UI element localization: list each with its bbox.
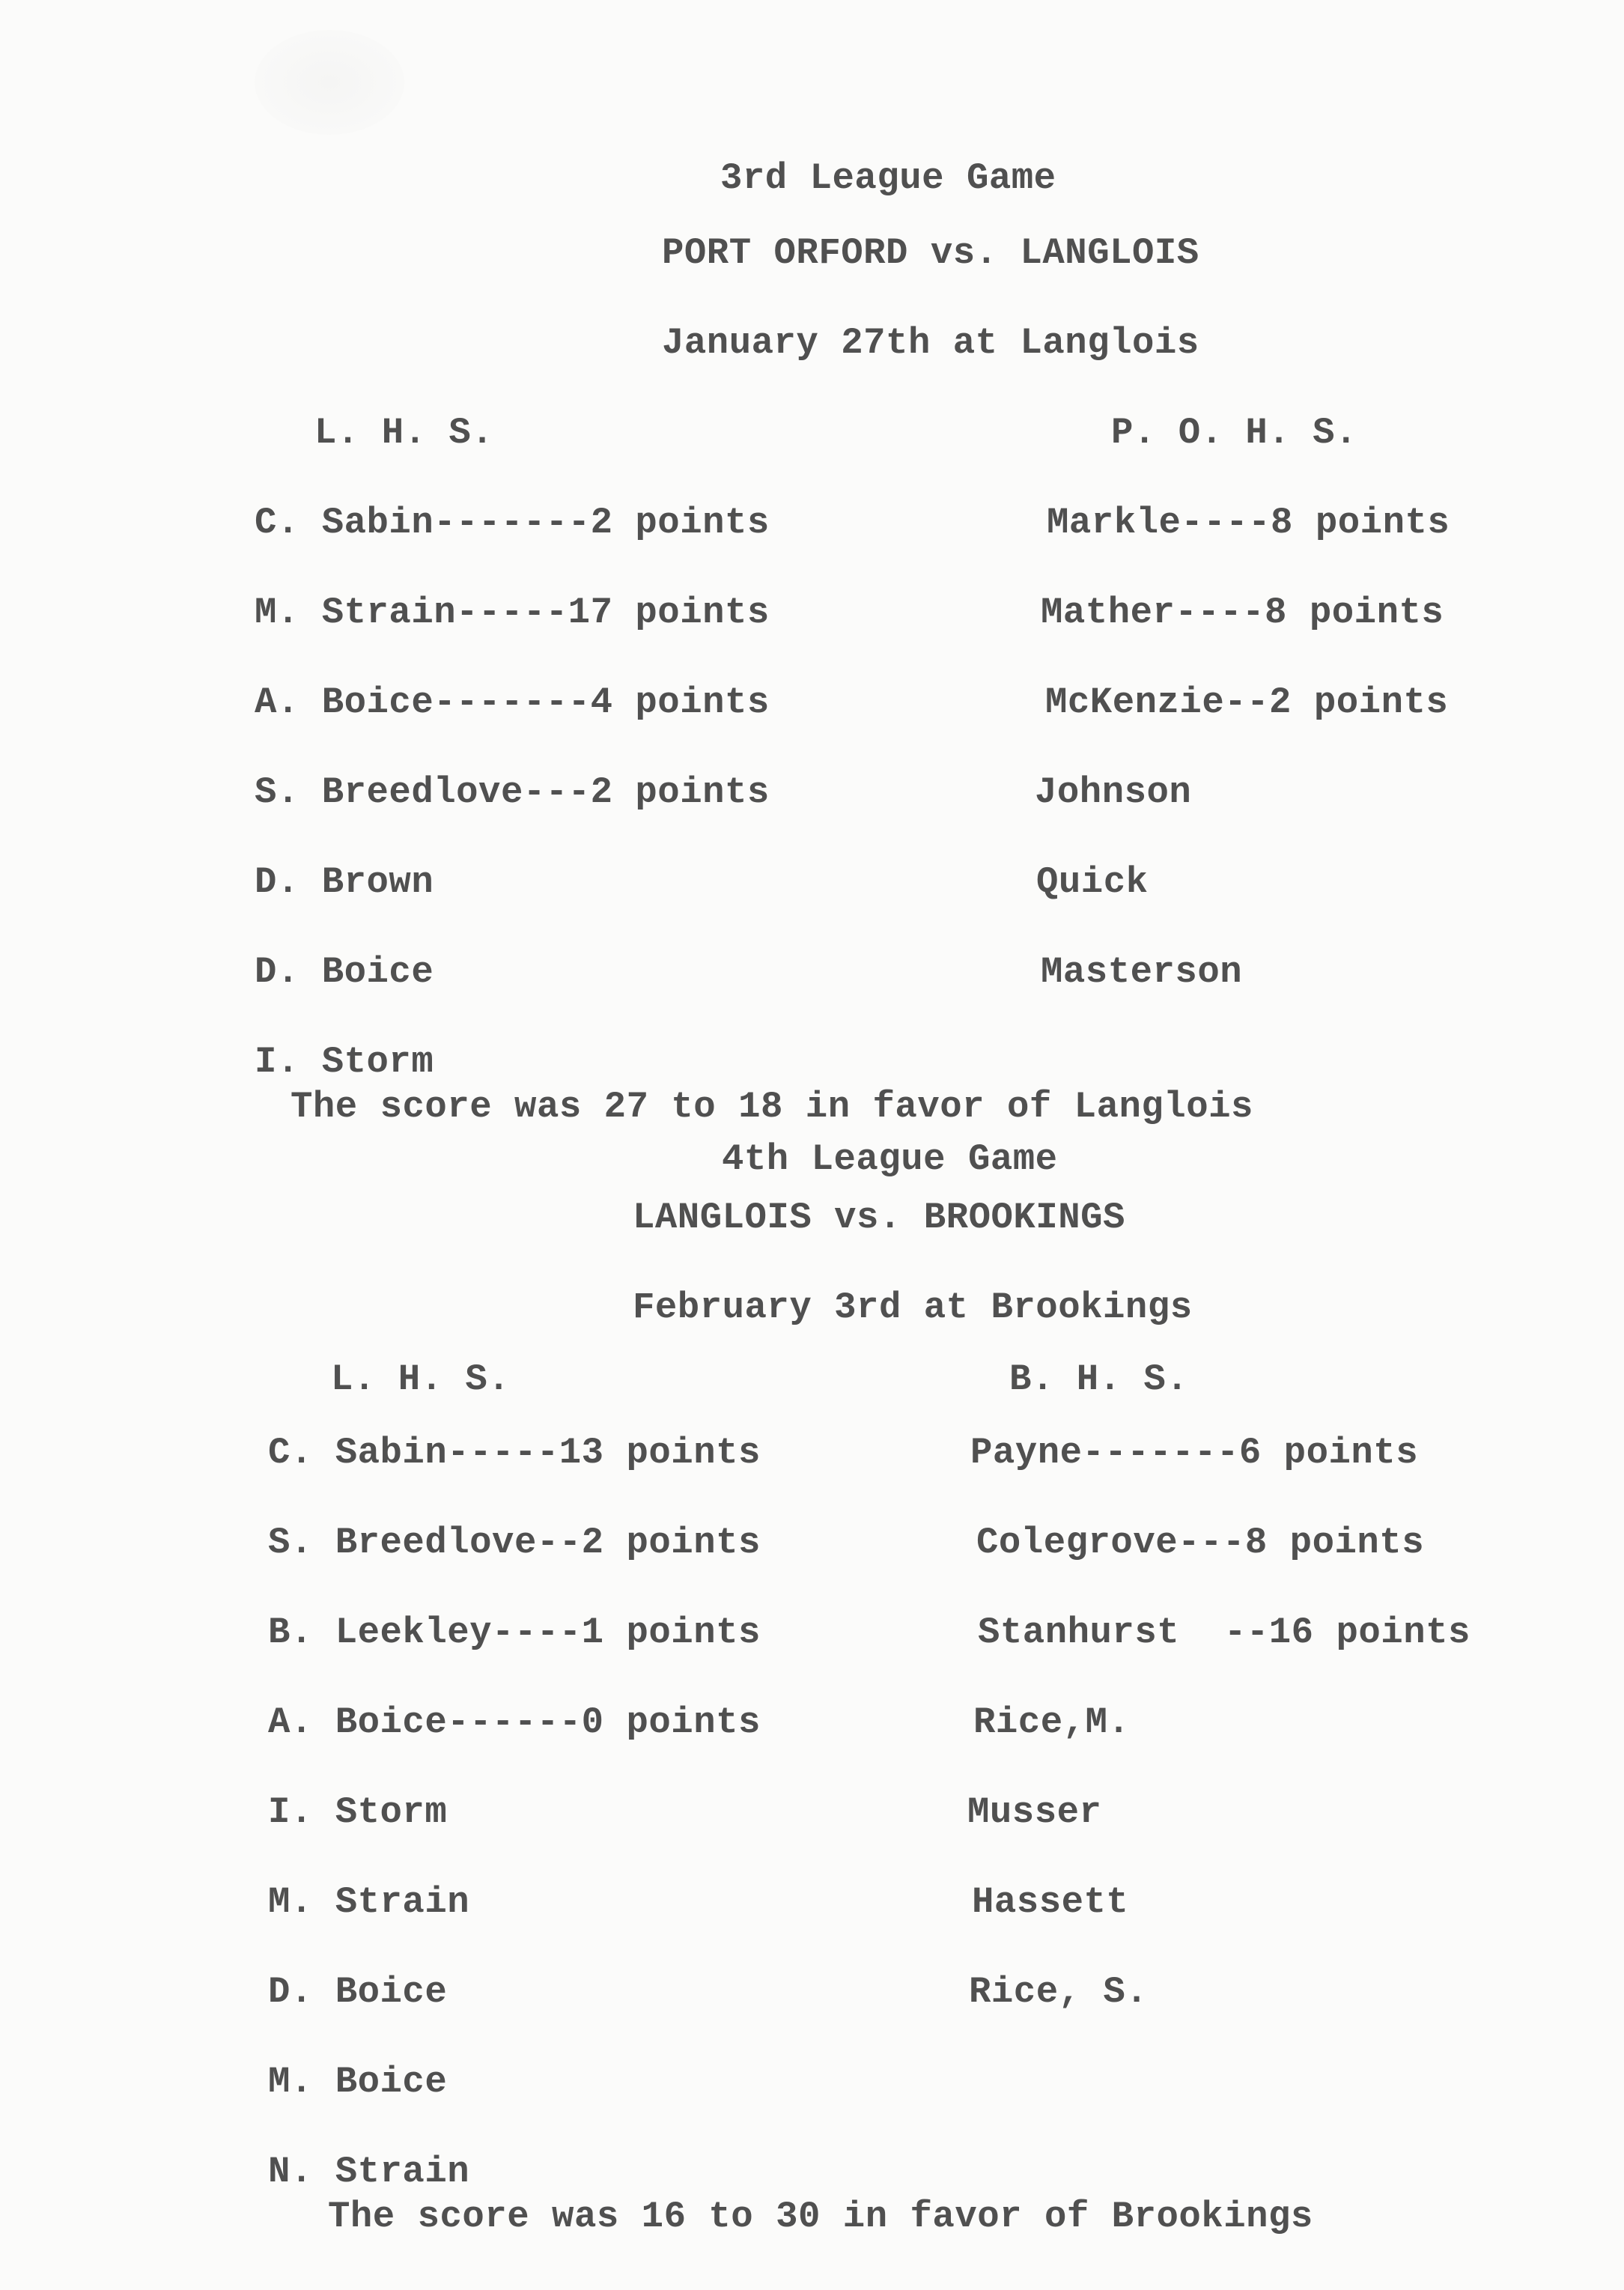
game4-right-player: Hassett [972,1881,1129,1923]
game4-right-player: Stanhurst --16 points [978,1612,1471,1653]
game4-date: February 3rd at Brookings [633,1287,1193,1328]
game3-right-team: P. O. H. S. [1111,412,1357,454]
game4-matchup: LANGLOIS vs. BROOKINGS [633,1197,1125,1239]
game3-right-player: Masterson [1041,951,1243,993]
game4-left-player: S. Breedlove--2 points [268,1522,761,1564]
game4-right-player: Colegrove---8 points [976,1522,1425,1564]
game4-heading: 4th League Game [722,1138,1058,1180]
game3-date: January 27th at Langlois [662,322,1199,364]
game3-left-team: L. H. S. [314,412,494,454]
game3-right-player: McKenzie--2 points [1045,681,1449,723]
game3-left-player: A. Boice-------4 points [255,681,770,723]
game3-left-player: D. Boice [255,951,434,993]
game4-left-player: B. Leekley----1 points [268,1612,761,1653]
game3-heading: 3rd League Game [720,157,1056,199]
game4-left-player: M. Strain [268,1881,470,1923]
game3-right-player: Mather----8 points [1041,592,1444,634]
game4-right-player: Musser [967,1791,1102,1833]
game4-left-player: A. Boice------0 points [268,1701,761,1743]
game3-left-player: I. Storm [255,1041,434,1083]
game3-left-player: C. Sabin-------2 points [255,502,770,544]
game4-left-player: I. Storm [268,1791,448,1833]
game4-left-player: D. Boice [268,1971,448,2013]
game4-score: The score was 16 to 30 in favor of Brookings [328,2196,1313,2238]
game3-right-player: Quick [1036,861,1149,903]
game3-right-player: Johnson [1035,771,1192,813]
game3-score: The score was 27 to 18 in favor of Langlois [291,1086,1253,1128]
game4-left-player: C. Sabin-----13 points [268,1432,761,1474]
game3-left-player: D. Brown [255,861,434,903]
game3-right-player: Markle----8 points [1047,502,1450,544]
paper-smudge [255,30,404,135]
game4-left-player: M. Boice [268,2061,448,2103]
game4-right-team: B. H. S. [1009,1358,1189,1400]
game4-right-player: Rice,M. [973,1701,1131,1743]
game4-right-player: Rice, S. [969,1971,1149,2013]
game4-left-player: N. Strain [268,2151,470,2193]
game3-matchup: PORT ORFORD vs. LANGLOIS [662,232,1199,274]
game3-left-player: S. Breedlove---2 points [255,771,770,813]
game3-left-player: M. Strain-----17 points [255,592,770,634]
game4-left-team: L. H. S. [331,1358,511,1400]
game4-right-player: Payne-------6 points [970,1432,1419,1474]
